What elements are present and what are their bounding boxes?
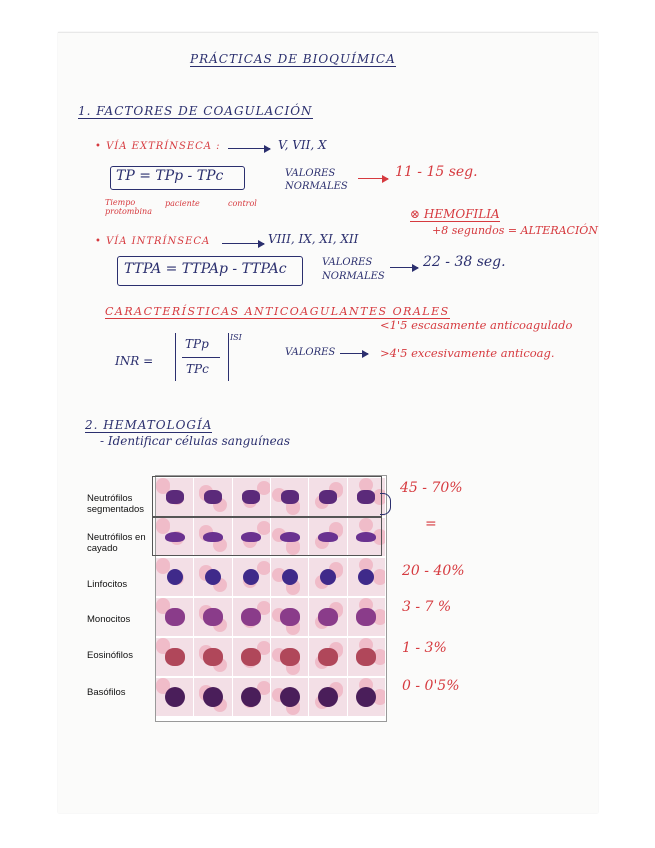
- nucleus: [243, 569, 259, 585]
- cell-image: [271, 598, 309, 636]
- inr-values-label: VALORES: [285, 347, 336, 358]
- cell-row-basofilos: [156, 678, 386, 716]
- cell-image: [194, 558, 232, 596]
- highlight-box-segmentados: [152, 476, 382, 518]
- extrinsic-values-label-2: NORMALES: [285, 181, 348, 192]
- nucleus: [318, 687, 338, 707]
- arrow-icon: [358, 178, 388, 179]
- pct-linfocitos: 20 - 40%: [402, 563, 465, 579]
- nucleus: [165, 687, 185, 707]
- nucleus: [356, 608, 376, 626]
- nucleus: [320, 569, 336, 585]
- inr-high: >4'5 excesivamente anticoag.: [380, 346, 555, 360]
- extrinsic-label: • VÍA EXTRÍNSECA :: [95, 141, 221, 152]
- arrow-icon: [340, 353, 368, 354]
- nucleus: [280, 608, 300, 626]
- nucleus: [205, 569, 221, 585]
- arrow-icon: [222, 243, 264, 244]
- intrinsic-values-label-2: NORMALES: [322, 271, 385, 282]
- cell-image: [156, 558, 194, 596]
- nucleus: [203, 648, 223, 666]
- cell-image: [309, 598, 347, 636]
- inr-numerator: TPp: [185, 337, 209, 351]
- cell-image: [309, 678, 347, 716]
- red-blood-cell: [373, 571, 386, 585]
- cell-row-eosinofilos: [156, 638, 386, 676]
- row-label-basofilos: Basófilos: [87, 687, 126, 698]
- intrinsic-factors: VIII, IX, XI, XII: [268, 232, 359, 246]
- cell-image: [348, 558, 386, 596]
- section-2-heading: 2. HEMATOLOGÍA: [85, 418, 213, 432]
- pct-eosinofilos: 1 - 3%: [402, 640, 447, 656]
- inr-denominator: TPc: [186, 362, 209, 376]
- cell-image: [348, 638, 386, 676]
- intrinsic-values: 22 - 38 seg.: [423, 254, 506, 270]
- nucleus: [318, 608, 338, 626]
- note-control: control: [228, 199, 257, 208]
- row-label-neutrofilos-segmentados: Neutrófilos segmentados: [87, 493, 145, 515]
- nucleus: [167, 569, 183, 585]
- cell-image: [271, 638, 309, 676]
- cell-image: [233, 598, 271, 636]
- cell-image: [156, 638, 194, 676]
- red-blood-cell: [257, 561, 271, 575]
- extrinsic-values: 11 - 15 seg.: [395, 164, 478, 180]
- nucleus: [358, 569, 374, 585]
- nucleus: [203, 608, 223, 626]
- pct-cayado: =: [425, 516, 437, 532]
- inr-low: <1'5 escasamente anticoagulado: [380, 318, 573, 332]
- nucleus: [241, 608, 261, 626]
- intrinsic-label: • VÍA INTRÍNSECA: [95, 236, 211, 247]
- nucleus: [356, 648, 376, 666]
- row-label-neutrofilos-cayado: Neutrófilos en cayado: [87, 532, 146, 554]
- cell-image: [156, 678, 194, 716]
- page-title: PRÁCTICAS DE BIOQUÍMICA: [190, 52, 396, 66]
- cell-image: [309, 558, 347, 596]
- extrinsic-factors: V, VII, X: [278, 138, 327, 152]
- nucleus: [356, 687, 376, 707]
- hemofilia-detail: +8 segundos = ALTERACIÓN: [432, 224, 598, 237]
- nucleus: [241, 648, 261, 666]
- cell-image: [233, 638, 271, 676]
- highlight-box-cayado: [152, 516, 382, 556]
- brace-icon: [380, 493, 391, 515]
- inr-label: INR =: [115, 354, 154, 368]
- row-label-linfocitos: Linfocitos: [87, 579, 128, 590]
- intrinsic-formula: TTPA = TTPAp - TTPAc: [124, 261, 287, 277]
- pct-monocitos: 3 - 7 %: [402, 599, 452, 615]
- nucleus: [318, 648, 338, 666]
- cell-image: [194, 598, 232, 636]
- cell-row-linfocitos: [156, 558, 386, 596]
- extrinsic-formula: TP = TPp - TPc: [116, 168, 224, 184]
- arrow-icon: [228, 148, 270, 149]
- anticoag-heading: CARACTERÍSTICAS ANTICOAGULANTES ORALES: [105, 305, 450, 318]
- extrinsic-values-label-1: VALORES: [285, 168, 336, 179]
- cell-row-monocitos: [156, 598, 386, 636]
- inr-exponent: ISI: [230, 333, 242, 342]
- cell-image: [348, 678, 386, 716]
- section-1-heading: 1. FACTORES DE COAGULACIÓN: [78, 104, 313, 118]
- cell-image: [271, 678, 309, 716]
- nucleus: [280, 648, 300, 666]
- intrinsic-values-label-1: VALORES: [322, 257, 373, 268]
- nucleus: [280, 687, 300, 707]
- nucleus: [165, 608, 185, 626]
- section-2-subheading: - Identificar células sanguíneas: [100, 434, 290, 448]
- cell-image: [233, 558, 271, 596]
- pct-basofilos: 0 - 0'5%: [402, 678, 460, 694]
- nucleus: [203, 687, 223, 707]
- cell-image: [309, 638, 347, 676]
- pct-segmentados: 45 - 70%: [400, 480, 463, 496]
- arrow-icon: [390, 267, 418, 268]
- nucleus: [282, 569, 298, 585]
- row-label-monocitos: Monocitos: [87, 614, 131, 625]
- nucleus: [165, 648, 185, 666]
- cell-image: [348, 598, 386, 636]
- nucleus: [241, 687, 261, 707]
- fraction-bar: [182, 357, 220, 358]
- cell-image: [194, 678, 232, 716]
- cell-image: [156, 598, 194, 636]
- hemofilia-label: ⊗ HEMOFILIA: [410, 207, 500, 221]
- cell-image: [233, 678, 271, 716]
- cell-image: [194, 638, 232, 676]
- row-label-eosinofilos: Eosinófilos: [87, 650, 133, 661]
- cell-image: [271, 558, 309, 596]
- note-tiempo: Tiempo protombina: [105, 198, 152, 216]
- note-paciente: paciente: [165, 199, 200, 208]
